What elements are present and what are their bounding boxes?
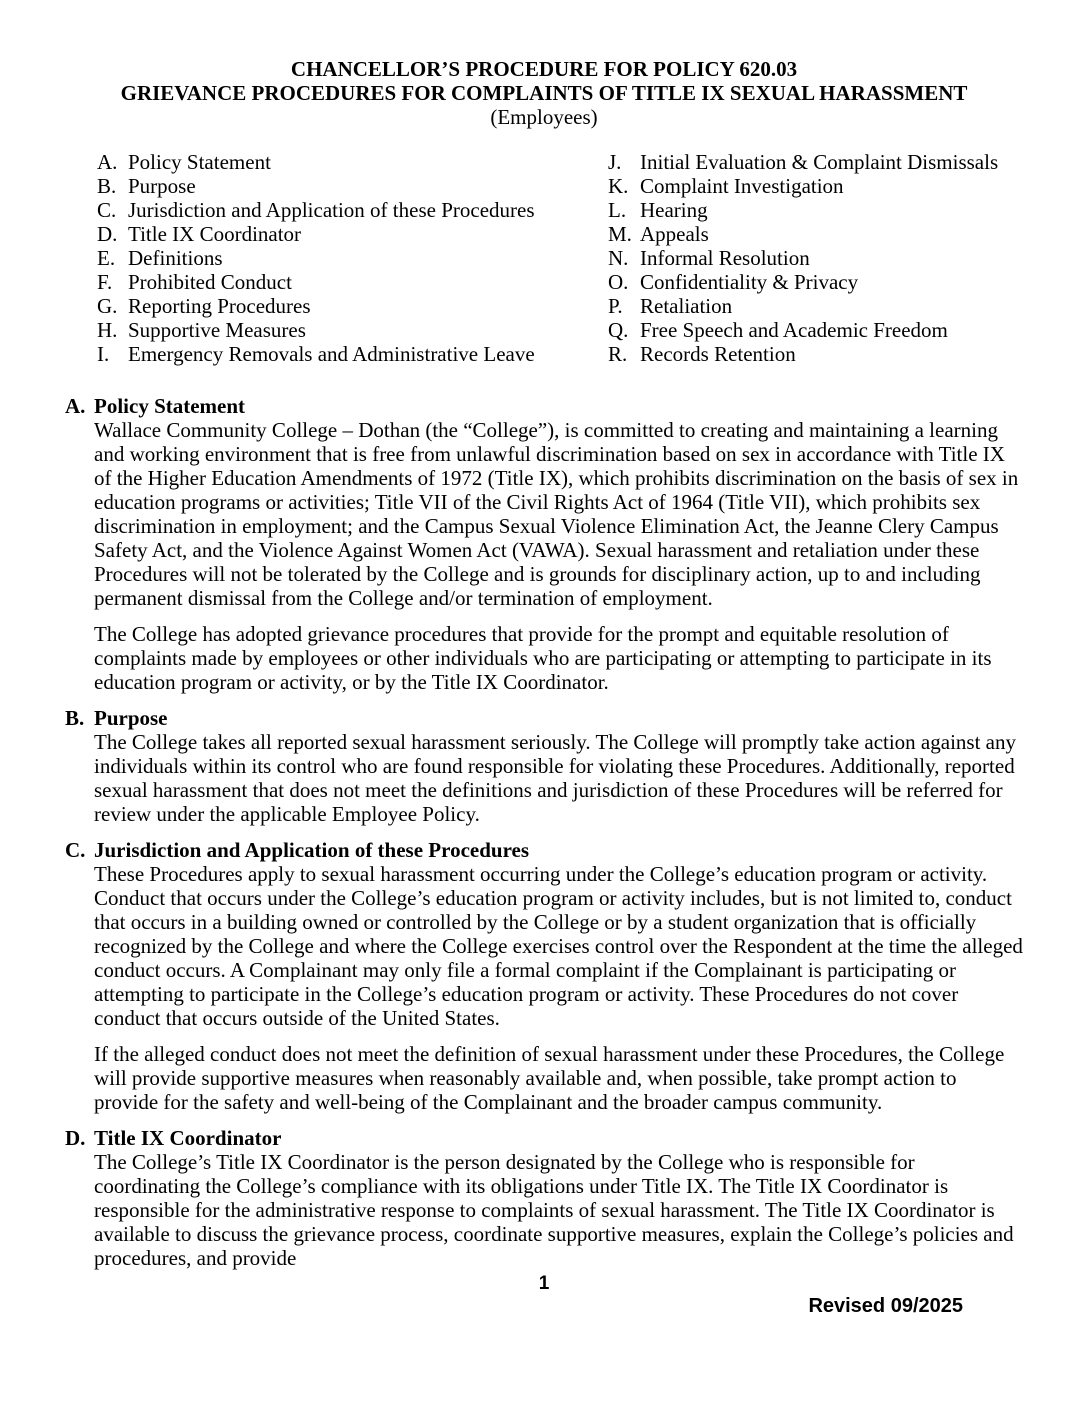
toc-item-label: Initial Evaluation & Complaint Dismissals	[640, 150, 999, 174]
toc-item-label: Confidentiality & Privacy	[640, 270, 859, 294]
toc-item-informal-resolution	[608, 246, 1088, 270]
toc-item-label: Free Speech and Academic Freedom	[640, 318, 948, 342]
toc-item-appeals	[608, 222, 1088, 246]
section-paragraph: These Procedures apply to sexual harassment occurring under the College’s education program or activity. Conduct that occurs under the College’s education program or activity includes, but is not limited to, conduct that occurs in a building owned or controlled by the College or by a student organization that is officially recognized by the College and where the College exercises control over the Respondent at the time the alleged conduct occurs. A Complainant may only file a formal complaint if the Complainant is participating or attempting to participate in the College’s education program or activity. These Procedures do not cover conduct that occurs outside of the United States.	[94, 862, 1023, 1030]
toc-item-label: Appeals	[640, 222, 709, 246]
section-purpose	[0, 706, 1088, 826]
toc-item-retaliation	[608, 294, 1088, 318]
toc-item-label: Informal Resolution	[640, 246, 810, 270]
toc-item-label: Emergency Removals and Administrative Leave	[128, 342, 535, 366]
section-paragraph: If the alleged conduct does not meet the definition of sexual harassment under these Procedures, the College will provide supportive measures when reasonably available and, when possible, take prompt action to provide for the safety and well-being of the Complainant and the broader campus community.	[94, 1042, 1005, 1114]
toc-item-letter: P.	[608, 294, 623, 318]
section-letter: A.	[65, 394, 86, 418]
toc-item-letter: C.	[97, 198, 117, 222]
toc-item-label: Records Retention	[640, 342, 796, 366]
document-header	[0, 0, 1088, 129]
toc-item-letter: A.	[97, 150, 118, 174]
toc-item-letter: G.	[97, 294, 118, 318]
revision-date: Revised 09/2025	[808, 1295, 963, 1317]
toc-item-label: Supportive Measures	[128, 318, 306, 342]
toc-item-title-ix-coordinator	[97, 222, 608, 246]
section-title: Purpose	[94, 706, 168, 730]
toc-item-definitions	[97, 246, 608, 270]
toc-item-label: Purpose	[128, 174, 196, 198]
toc-item-letter: N.	[608, 246, 629, 270]
toc-item-supportive-measures	[97, 318, 608, 342]
section-letter: B.	[65, 706, 85, 730]
toc-item-label: Policy Statement	[128, 150, 271, 174]
section-letter: D.	[65, 1126, 86, 1150]
page-number: 1	[538, 1273, 550, 1294]
toc-item-reporting-procedures	[97, 294, 608, 318]
toc-item-letter: M.	[608, 222, 632, 246]
toc-item-letter: L.	[608, 198, 627, 222]
section-title: Jurisdiction and Application of these Procedures	[94, 838, 530, 862]
section-heading	[0, 394, 1088, 418]
toc-item-letter: O.	[608, 270, 629, 294]
toc-item-prohibited-conduct	[97, 270, 608, 294]
section-letter: C.	[65, 838, 86, 862]
section-title-ix-coordinator	[0, 1126, 1088, 1270]
toc-item-hearing	[608, 198, 1088, 222]
section-paragraph: The College takes all reported sexual harassment seriously. The College will promptly take action against any individuals within its control who are found responsible for violating these Procedures. Additionally, reported sexual harassment that does not meet the definitions and jurisdiction of these Procedures will be referred for review under the applicable Employee Policy.	[94, 730, 1016, 826]
toc-item-letter: B.	[97, 174, 117, 198]
section-policy-statement	[0, 394, 1088, 694]
toc-item-letter: F.	[97, 270, 113, 294]
table-of-contents	[0, 150, 1088, 366]
section-heading	[0, 1126, 1088, 1150]
toc-item-letter: R.	[608, 342, 628, 366]
toc-item-policy-statement	[97, 150, 608, 174]
document-body	[0, 394, 1088, 1270]
toc-item-letter: J.	[608, 150, 622, 174]
document-title-line1: CHANCELLOR’S PROCEDURE FOR POLICY 620.03	[290, 57, 798, 81]
toc-item-letter: D.	[97, 222, 118, 246]
document-subtitle: (Employees)	[490, 105, 598, 129]
toc-item-free-speech	[608, 318, 1088, 342]
toc-item-letter: E.	[97, 246, 116, 270]
section-title: Title IX Coordinator	[94, 1126, 282, 1150]
toc-item-label: Title IX Coordinator	[128, 222, 302, 246]
toc-column-right	[608, 150, 1088, 366]
toc-item-initial-evaluation	[608, 150, 1088, 174]
section-paragraph: The College’s Title IX Coordinator is the person designated by the College who is responsible for coordinating the College’s compliance with its obligations under Title IX. The Title IX Coordinator is responsible for the administrative response to complaints of sexual harassment. The Title IX Coordinator is available to discuss the grievance process, coordinate supportive measures, explain the College’s policies and procedures, and provide	[94, 1150, 1014, 1270]
toc-item-letter: K.	[608, 174, 629, 198]
toc-item-label: Prohibited Conduct	[128, 270, 292, 294]
toc-column-left	[97, 150, 608, 366]
toc-item-label: Hearing	[640, 198, 708, 222]
section-paragraph: Wallace Community College – Dothan (the “College”), is committed to creating and maintaining a learning and working environment that is free from unlawful discrimination based on sex in accordance with Title IX of the Higher Education Amendments of 1972 (Title IX), which prohibits discrimination on the basis of sex in education programs or activities; Title VII of the Civil Rights Act of 1964 (Title VII), which prohibits sex discrimination in employment; and the Campus Sexual Violence Elimination Act, the Jeanne Clery Campus Safety Act, and the Violence Against Women Act (VAWA). Sexual harassment and retaliation under these Procedures will not be tolerated by the College and is grounds for disciplinary action, up to and including permanent dismissal from the College and/or termination of employment.	[94, 418, 1019, 610]
toc-item-label: Complaint Investigation	[640, 174, 844, 198]
toc-item-purpose	[97, 174, 608, 198]
document-title-line2: GRIEVANCE PROCEDURES FOR COMPLAINTS OF TITLE IX SEXUAL HARASSMENT	[120, 81, 968, 105]
section-heading	[0, 706, 1088, 730]
section-jurisdiction	[0, 838, 1088, 1114]
toc-item-emergency-removals	[97, 342, 608, 366]
section-title: Policy Statement	[94, 394, 246, 418]
toc-item-records-retention	[608, 342, 1088, 366]
toc-item-letter: I.	[97, 342, 110, 366]
toc-item-jurisdiction	[97, 198, 608, 222]
toc-item-label: Jurisdiction and Application of these Procedures	[128, 198, 535, 222]
toc-item-label: Retaliation	[640, 294, 733, 318]
toc-item-letter: H.	[97, 318, 118, 342]
section-heading	[0, 838, 1088, 862]
section-paragraph: The College has adopted grievance procedures that provide for the prompt and equitable resolution of complaints made by employees or other individuals who are participating or attempting to participate in its education program or activity, or by the Title IX Coordinator.	[94, 622, 992, 694]
toc-item-confidentiality-privacy	[608, 270, 1088, 294]
toc-item-label: Definitions	[128, 246, 223, 270]
toc-item-complaint-investigation	[608, 174, 1088, 198]
toc-item-label: Reporting Procedures	[128, 294, 311, 318]
toc-item-letter: Q.	[608, 318, 629, 342]
